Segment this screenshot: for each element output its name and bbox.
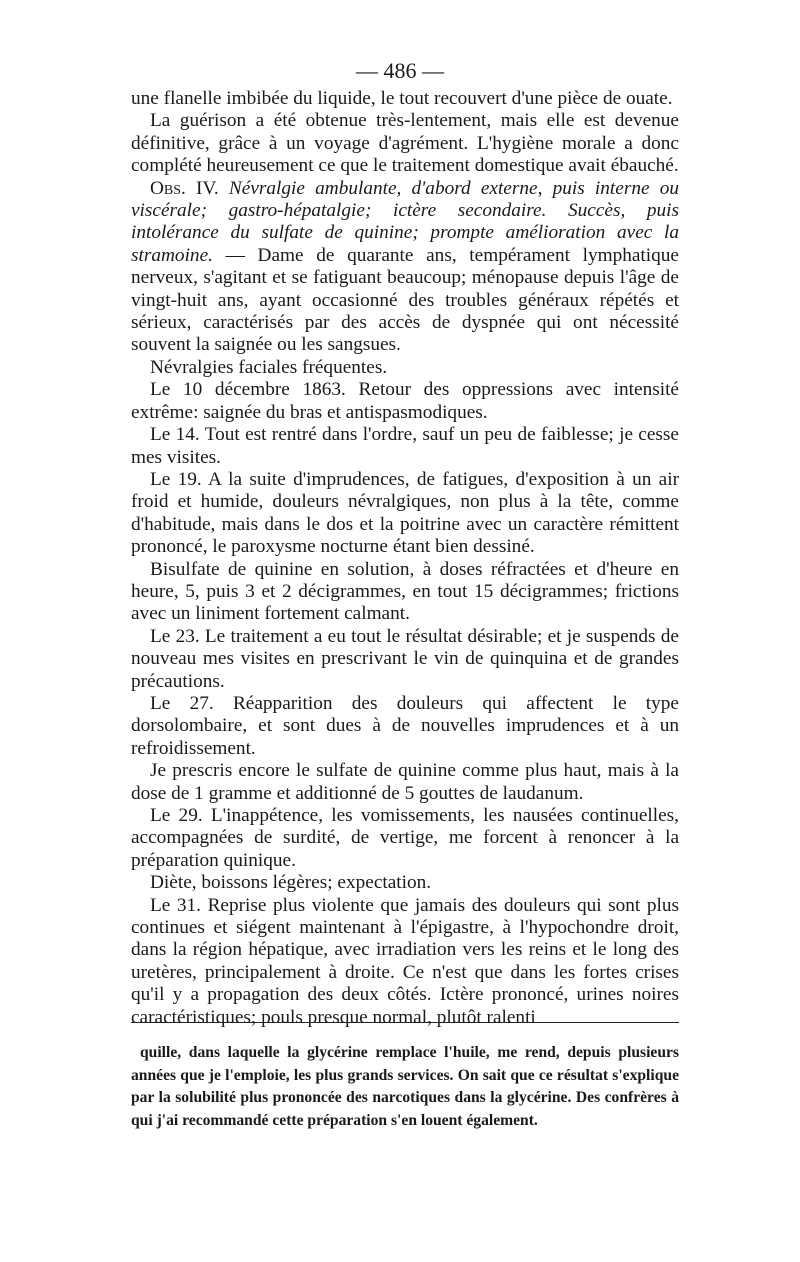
paragraph: Je prescris encore le sulfate de quinine comme plus haut, mais à la dose de 1 gramme et additionné de 5 gouttes de laudanum.	[131, 760, 679, 804]
page-number: — 486 —	[356, 58, 444, 83]
footnote-text: quille, dans laquelle la glycérine remplace l'huile, me rend, depuis plusieurs années que je l'emploie, les plus grands services. On sait que ce résultat s'explique par la solubilité plus prononcée des narcotiques dans la glycérine. Des confrères à qui j'ai recommandé cette préparation s'en louent également.	[131, 1044, 679, 1129]
footnote-divider	[131, 1022, 679, 1023]
observation-paragraph	[131, 178, 679, 357]
paragraph: Le 29. L'inappétence, les vomissements, les nausées continuelles, accompagnées de surdité, de vertige, me forcent à renoncer à la préparation quinique.	[131, 805, 679, 871]
paragraph: Le 10 décembre 1863. Retour des oppressions avec intensité extrême: saignée du bras et antispasmodiques.	[131, 379, 679, 423]
observation-text: — Dame de quarante ans, tempérament lymphatique nerveux, s'agitant et se fatiguant beaucoup; ménopause depuis l'âge de vingt-huit ans, ayant occasionné des troubles généraux répétés et sérieux, caractérisés par des accès de dyspnée qui ont nécessité souvent la saignée ou les sangsues.	[131, 244, 679, 356]
paragraph: une flanelle imbibée du liquide, le tout recouvert d'une pièce de ouate.	[131, 88, 673, 109]
observation-label: Obs. IV.	[150, 177, 219, 199]
paragraph: Névralgies faciales fréquentes.	[150, 356, 388, 378]
paragraph: Le 14. Tout est rentré dans l'ordre, sauf un peu de faiblesse; je cesse mes visites.	[131, 424, 679, 468]
body-text	[131, 88, 679, 1029]
paragraph: Le 19. A la suite d'imprudences, de fatigues, d'exposition à un air froid et humide, douleurs névralgiques, non plus à la tête, comme d'habitude, mais dans le dos et la poitrine avec un caractère rémittent prononcé, le paroxysme nocturne étant bien dessiné.	[131, 468, 679, 558]
paragraph: Le 23. Le traitement a eu tout le résultat désirable; et je suspends de nouveau mes visites en prescrivant le vin de quinquina et de grandes précautions.	[131, 625, 679, 692]
footnote	[131, 1042, 679, 1132]
paragraph: Bisulfate de quinine en solution, à doses réfractées et d'heure en heure, 5, puis 3 et 2 décigrammes, en tout 15 décigrammes; frictions avec un liniment fortement calmant.	[131, 558, 679, 625]
paragraph: Diète, boissons légères; expectation.	[150, 872, 432, 894]
observation-title: Névralgie ambulante, d'abord externe, puis interne ou viscérale; gastro-hépatalgie; ictère secondaire. Succès, puis intolérance du sulfate de quinine; prompte amélioration avec la stramoine.	[131, 177, 679, 266]
paragraph: Le 27. Réapparition des douleurs qui affectent le type dorsolombaire, et sont dues à de nouvelles imprudences et à un refroidissement.	[131, 692, 679, 759]
paragraph: Le 31. Reprise plus violente que jamais des douleurs qui sont plus continues et siégent maintenant à l'épigastre, à l'hypochondre droit, dans la région hépatique, avec irradiation vers les reins et le long des uretères, principalement à droite. Ce n'est que dans les fortes crises qu'il y a propagation des deux côtés. Ictère prononcé, urines noires caractéristiques; pouls presque normal, plutôt ralenti	[131, 894, 679, 1028]
paragraph: La guérison a été obtenue très-lentement, mais elle est devenue définitive, grâce à un voyage d'agrément. L'hygiène morale a donc complété heureusement ce que le traitement domestique avait ébauché.	[131, 110, 679, 177]
